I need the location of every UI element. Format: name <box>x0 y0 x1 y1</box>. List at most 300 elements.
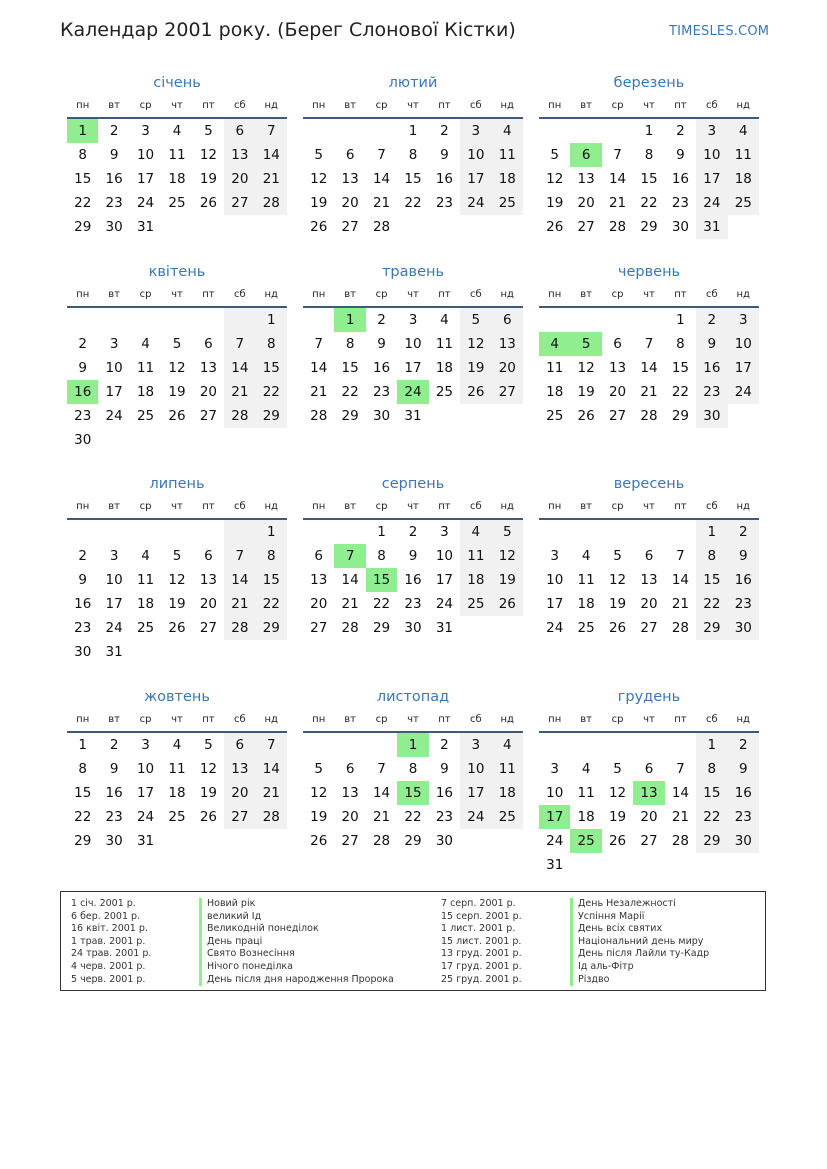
day-cell: 30 <box>404 620 422 636</box>
weekday-label: сб <box>705 289 718 300</box>
empty-day-cell <box>570 119 601 143</box>
day-cell: 7 <box>676 548 685 564</box>
day-cell: 12 <box>546 171 564 187</box>
day-cell: 20 <box>640 596 658 612</box>
weekday-label: ср <box>139 501 152 512</box>
day-cell: 20 <box>608 384 627 400</box>
day-cell: 9 <box>78 572 87 588</box>
month-name: жовтень <box>144 689 210 705</box>
day-cell: 16 <box>404 572 422 588</box>
weekday-label: пн <box>548 100 562 111</box>
legend-date: 1 лист. 2001 р. <box>441 923 516 935</box>
day-cell: 9 <box>377 336 386 352</box>
weekday-label: пн <box>76 714 90 725</box>
day-cell: 11 <box>136 360 155 376</box>
weekday-label: вт <box>344 714 356 725</box>
weekday-label: пт <box>674 501 687 512</box>
day-cell: 30 <box>74 432 92 448</box>
day-cell: 6 <box>314 548 323 564</box>
weekday-label: вт <box>344 501 356 512</box>
day-cell: 7 <box>314 336 323 352</box>
day-grid <box>303 308 523 428</box>
empty-day-cell <box>570 520 601 544</box>
day-cell: 3 <box>440 524 449 540</box>
day-cell: 13 <box>199 572 218 588</box>
day-cell: 10 <box>728 332 759 356</box>
weekday-label: пт <box>674 714 687 725</box>
weekday-label: вт <box>580 289 592 300</box>
day-cell: 2 <box>728 733 759 757</box>
weekday-label: вт <box>580 501 592 512</box>
day-cell: 12 <box>460 332 491 356</box>
weekday-label: ср <box>375 501 388 512</box>
day-cell: 14 <box>256 757 287 781</box>
day-cell: 14 <box>671 572 690 588</box>
day-cell: 2 <box>78 336 87 352</box>
day-cell: 17 <box>404 360 422 376</box>
day-cell: 14 <box>224 356 255 380</box>
month-name: вересень <box>613 476 685 492</box>
day-cell: 14 <box>310 360 328 376</box>
day-cell: 9 <box>440 761 449 777</box>
holiday-legend <box>60 891 766 991</box>
legend-date: 7 серп. 2001 р. <box>441 898 516 909</box>
day-cell: 28 <box>608 219 627 235</box>
month-block <box>303 260 523 428</box>
day-cell: 12 <box>168 360 186 376</box>
day-cell: 9 <box>109 147 119 163</box>
weekday-header <box>67 709 287 733</box>
holiday-day-cell: 16 <box>67 380 98 404</box>
day-cell: 18 <box>577 596 595 612</box>
holiday-day-cell: 5 <box>570 332 601 356</box>
day-cell: 26 <box>199 195 218 211</box>
weekday-label: нд <box>736 714 750 725</box>
weekday-label: пн <box>312 100 326 111</box>
weekday-header <box>539 496 759 520</box>
weekday-header <box>539 709 759 733</box>
day-cell: 23 <box>435 809 454 825</box>
legend-date: 13 груд. 2001 р. <box>441 948 522 960</box>
day-cell: 24 <box>460 805 491 829</box>
day-cell: 28 <box>640 408 658 424</box>
day-cell: 8 <box>676 336 685 352</box>
day-cell: 18 <box>728 167 759 191</box>
day-cell: 11 <box>492 143 523 167</box>
empty-day-cell <box>130 308 161 332</box>
day-cell: 14 <box>608 171 627 187</box>
day-cell: 8 <box>256 332 287 356</box>
day-grid <box>539 733 759 877</box>
empty-day-cell <box>98 520 129 544</box>
day-cell: 5 <box>314 147 323 163</box>
day-cell: 11 <box>546 360 564 376</box>
day-cell: 16 <box>435 171 454 187</box>
holiday-day-cell: 15 <box>397 781 428 805</box>
day-cell: 10 <box>696 143 727 167</box>
day-cell: 10 <box>136 761 155 777</box>
day-cell: 26 <box>168 620 186 636</box>
holiday-day-cell: 17 <box>539 805 570 829</box>
weekday-label: вт <box>344 100 356 111</box>
empty-day-cell <box>570 733 601 757</box>
day-cell: 21 <box>256 167 287 191</box>
weekday-label: ср <box>611 100 624 111</box>
day-cell: 17 <box>435 572 454 588</box>
day-grid <box>539 119 759 239</box>
weekday-label: нд <box>264 501 278 512</box>
empty-day-cell <box>539 119 570 143</box>
day-cell: 14 <box>640 360 658 376</box>
day-cell: 24 <box>435 596 454 612</box>
day-cell: 28 <box>310 408 328 424</box>
day-cell: 9 <box>78 360 87 376</box>
weekday-label: нд <box>264 714 278 725</box>
day-cell: 1 <box>377 524 386 540</box>
day-cell: 6 <box>224 733 255 757</box>
day-cell: 17 <box>696 167 727 191</box>
day-cell: 22 <box>696 592 727 616</box>
day-cell: 6 <box>492 308 523 332</box>
day-cell: 22 <box>671 384 690 400</box>
day-cell: 3 <box>550 761 559 777</box>
day-cell: 1 <box>676 312 685 328</box>
weekday-label: ср <box>611 714 624 725</box>
day-cell: 5 <box>492 520 523 544</box>
day-cell: 28 <box>256 805 287 829</box>
day-cell: 16 <box>435 785 454 801</box>
day-cell: 29 <box>74 219 92 235</box>
weekday-label: нд <box>736 289 750 300</box>
day-cell: 18 <box>492 781 523 805</box>
day-cell: 30 <box>728 616 759 640</box>
day-grid <box>539 520 759 640</box>
day-cell: 19 <box>608 596 627 612</box>
legend-holiday-name: Різдво <box>570 974 709 987</box>
day-cell: 31 <box>404 408 422 424</box>
day-cell: 27 <box>492 380 523 404</box>
day-cell: 31 <box>136 833 155 849</box>
day-cell: 15 <box>640 171 658 187</box>
weekday-label: сб <box>469 501 482 512</box>
empty-day-cell <box>366 733 397 757</box>
day-cell: 16 <box>74 596 92 612</box>
day-cell: 8 <box>408 147 418 163</box>
day-cell: 30 <box>696 404 727 428</box>
day-cell: 26 <box>199 809 218 825</box>
day-cell: 4 <box>172 123 182 139</box>
brand-link[interactable]: TIMESLES.COM <box>669 24 770 39</box>
weekday-label: пт <box>202 289 215 300</box>
day-cell: 25 <box>168 809 186 825</box>
day-cell: 17 <box>136 785 155 801</box>
day-cell: 27 <box>341 833 359 849</box>
month-block <box>303 685 523 853</box>
day-cell: 19 <box>168 596 186 612</box>
weekday-label: сб <box>705 100 718 111</box>
weekday-label: сб <box>469 714 482 725</box>
day-cell: 13 <box>224 143 255 167</box>
holiday-day-cell: 13 <box>633 781 664 805</box>
legend-holiday-name: Національний день миру <box>570 936 709 949</box>
day-cell: 24 <box>728 380 759 404</box>
day-cell: 12 <box>492 544 523 568</box>
weekday-label: чт <box>171 501 183 512</box>
day-cell: 3 <box>141 737 150 753</box>
day-cell: 4 <box>581 548 591 564</box>
day-cell: 13 <box>640 572 658 588</box>
day-cell: 6 <box>644 761 654 777</box>
weekday-label: нд <box>736 100 750 111</box>
day-cell: 18 <box>546 384 564 400</box>
day-cell: 24 <box>546 620 564 636</box>
weekday-label: пт <box>438 501 451 512</box>
day-cell: 23 <box>372 384 391 400</box>
day-cell: 31 <box>105 644 123 660</box>
day-cell: 23 <box>728 805 759 829</box>
day-cell: 23 <box>105 195 123 211</box>
day-cell: 7 <box>644 336 654 352</box>
day-cell: 10 <box>460 757 491 781</box>
weekday-label: нд <box>500 289 514 300</box>
month-block <box>539 71 759 239</box>
day-cell: 11 <box>136 572 155 588</box>
day-cell: 27 <box>310 620 328 636</box>
day-cell: 26 <box>310 833 328 849</box>
day-cell: 12 <box>577 360 595 376</box>
empty-day-cell <box>303 308 334 332</box>
weekday-label: чт <box>171 289 183 300</box>
day-cell: 1 <box>408 123 418 139</box>
legend-date: 15 серп. 2001 р. <box>441 910 522 922</box>
day-cell: 16 <box>728 781 759 805</box>
month-name: листопад <box>376 689 450 705</box>
day-cell: 3 <box>460 733 491 757</box>
weekday-label: вт <box>108 714 120 725</box>
day-cell: 1 <box>78 737 87 753</box>
legend-left-dates <box>71 898 151 986</box>
day-cell: 25 <box>577 620 595 636</box>
weekday-label: ср <box>139 100 152 111</box>
day-cell: 7 <box>224 544 255 568</box>
day-cell: 27 <box>199 408 218 424</box>
empty-day-cell <box>67 308 98 332</box>
day-cell: 23 <box>696 380 727 404</box>
legend-holiday-name: Свято Вознесіння <box>199 948 394 961</box>
weekday-header <box>67 95 287 119</box>
day-cell: 7 <box>256 119 287 143</box>
month-block <box>539 472 759 640</box>
weekday-label: пн <box>76 100 90 111</box>
day-cell: 9 <box>440 147 449 163</box>
day-cell: 12 <box>199 147 218 163</box>
day-cell: 23 <box>435 195 454 211</box>
day-cell: 23 <box>74 620 92 636</box>
month-name: лютий <box>388 75 438 91</box>
day-cell: 12 <box>310 171 328 187</box>
weekday-label: нд <box>736 501 750 512</box>
day-cell: 30 <box>435 833 454 849</box>
day-cell: 18 <box>492 167 523 191</box>
day-cell: 8 <box>345 336 355 352</box>
day-cell: 17 <box>460 781 491 805</box>
day-cell: 17 <box>728 356 759 380</box>
month-block <box>539 260 759 428</box>
day-cell: 4 <box>728 119 759 143</box>
day-cell: 11 <box>435 336 454 352</box>
day-cell: 28 <box>671 620 690 636</box>
day-cell: 9 <box>408 548 418 564</box>
day-cell: 22 <box>74 195 92 211</box>
empty-day-cell <box>366 119 397 143</box>
day-cell: 18 <box>460 568 491 592</box>
weekday-label: пт <box>674 100 687 111</box>
day-cell: 10 <box>435 548 454 564</box>
day-cell: 20 <box>341 809 359 825</box>
day-cell: 13 <box>224 757 255 781</box>
empty-day-cell <box>539 308 570 332</box>
day-cell: 13 <box>341 171 359 187</box>
day-cell: 19 <box>608 809 627 825</box>
day-cell: 31 <box>696 215 727 239</box>
day-cell: 14 <box>224 568 255 592</box>
weekday-label: вт <box>108 100 120 111</box>
day-cell: 21 <box>372 195 391 211</box>
weekday-label: пн <box>312 289 326 300</box>
weekday-label: чт <box>407 501 419 512</box>
weekday-label: чт <box>407 714 419 725</box>
weekday-label: сб <box>469 100 482 111</box>
month-name: липень <box>149 476 205 492</box>
legend-holiday-name: Успіння Марії <box>570 911 709 924</box>
weekday-header <box>67 496 287 520</box>
day-cell: 15 <box>256 568 287 592</box>
day-cell: 13 <box>199 360 218 376</box>
day-cell: 28 <box>341 620 359 636</box>
holiday-day-cell: 25 <box>570 829 601 853</box>
day-cell: 19 <box>168 384 186 400</box>
empty-day-cell <box>303 119 334 143</box>
empty-day-cell <box>539 733 570 757</box>
weekday-label: чт <box>643 289 655 300</box>
day-cell: 29 <box>640 219 658 235</box>
weekday-label: ср <box>375 714 388 725</box>
day-cell: 11 <box>460 544 491 568</box>
legend-holiday-name: День після дня народження Пророка <box>199 974 394 987</box>
day-cell: 15 <box>696 568 727 592</box>
day-cell: 12 <box>608 572 627 588</box>
day-cell: 12 <box>168 572 186 588</box>
day-cell: 20 <box>199 596 218 612</box>
weekday-label: вт <box>344 289 356 300</box>
weekday-label: пн <box>548 714 562 725</box>
day-cell: 25 <box>492 191 523 215</box>
day-cell: 15 <box>696 781 727 805</box>
day-cell: 28 <box>372 833 391 849</box>
empty-day-cell <box>602 119 633 143</box>
day-cell: 7 <box>256 733 287 757</box>
day-cell: 9 <box>728 757 759 781</box>
day-cell: 20 <box>577 195 595 211</box>
day-cell: 23 <box>105 809 123 825</box>
day-cell: 11 <box>577 572 595 588</box>
day-cell: 16 <box>105 785 123 801</box>
weekday-label: чт <box>171 714 183 725</box>
day-cell: 26 <box>577 408 595 424</box>
day-cell: 10 <box>136 147 155 163</box>
day-cell: 9 <box>696 332 727 356</box>
month-block <box>67 260 287 452</box>
weekday-label: пн <box>312 714 326 725</box>
day-cell: 15 <box>74 171 92 187</box>
day-cell: 1 <box>696 520 727 544</box>
day-cell: 20 <box>492 356 523 380</box>
day-cell: 30 <box>372 408 391 424</box>
day-cell: 6 <box>345 761 355 777</box>
month-block <box>303 71 523 239</box>
weekday-label: сб <box>233 501 246 512</box>
legend-holiday-name: Великодній понеділок <box>199 923 394 936</box>
day-cell: 1 <box>696 733 727 757</box>
legend-holiday-name: Нічого понеділка <box>199 961 394 974</box>
day-grid <box>303 733 523 853</box>
empty-day-cell <box>193 308 224 332</box>
day-cell: 18 <box>168 171 186 187</box>
day-cell: 3 <box>550 548 559 564</box>
weekday-label: пн <box>76 289 90 300</box>
day-cell: 11 <box>728 143 759 167</box>
day-cell: 13 <box>608 360 627 376</box>
day-cell: 11 <box>168 147 186 163</box>
day-cell: 26 <box>310 219 328 235</box>
day-grid <box>67 733 287 853</box>
empty-day-cell <box>539 520 570 544</box>
day-cell: 8 <box>78 147 87 163</box>
weekday-label: пн <box>76 501 90 512</box>
legend-holiday-name: День праці <box>199 936 394 949</box>
day-cell: 5 <box>314 761 323 777</box>
day-cell: 19 <box>492 568 523 592</box>
day-cell: 15 <box>256 356 287 380</box>
legend-right-names <box>570 898 709 986</box>
day-cell: 9 <box>676 147 685 163</box>
day-cell: 30 <box>671 219 690 235</box>
day-cell: 29 <box>256 404 287 428</box>
weekday-label: чт <box>407 289 419 300</box>
day-cell: 24 <box>105 620 123 636</box>
day-cell: 28 <box>372 219 391 235</box>
day-cell: 29 <box>372 620 391 636</box>
day-cell: 20 <box>341 195 359 211</box>
day-cell: 22 <box>341 384 359 400</box>
day-cell: 2 <box>109 737 119 753</box>
day-cell: 23 <box>671 195 690 211</box>
day-cell: 31 <box>136 219 155 235</box>
day-grid <box>539 308 759 428</box>
day-cell: 22 <box>404 809 422 825</box>
weekday-label: пн <box>548 289 562 300</box>
weekday-label: вт <box>108 289 120 300</box>
legend-date: 25 груд. 2001 р. <box>441 973 522 985</box>
holiday-day-cell: 1 <box>397 733 428 757</box>
empty-day-cell <box>224 520 255 544</box>
day-cell: 6 <box>224 119 255 143</box>
month-name: квітень <box>148 264 206 280</box>
weekday-label: пн <box>312 501 326 512</box>
day-cell: 14 <box>372 785 391 801</box>
day-cell: 7 <box>676 761 685 777</box>
day-cell: 23 <box>404 596 422 612</box>
